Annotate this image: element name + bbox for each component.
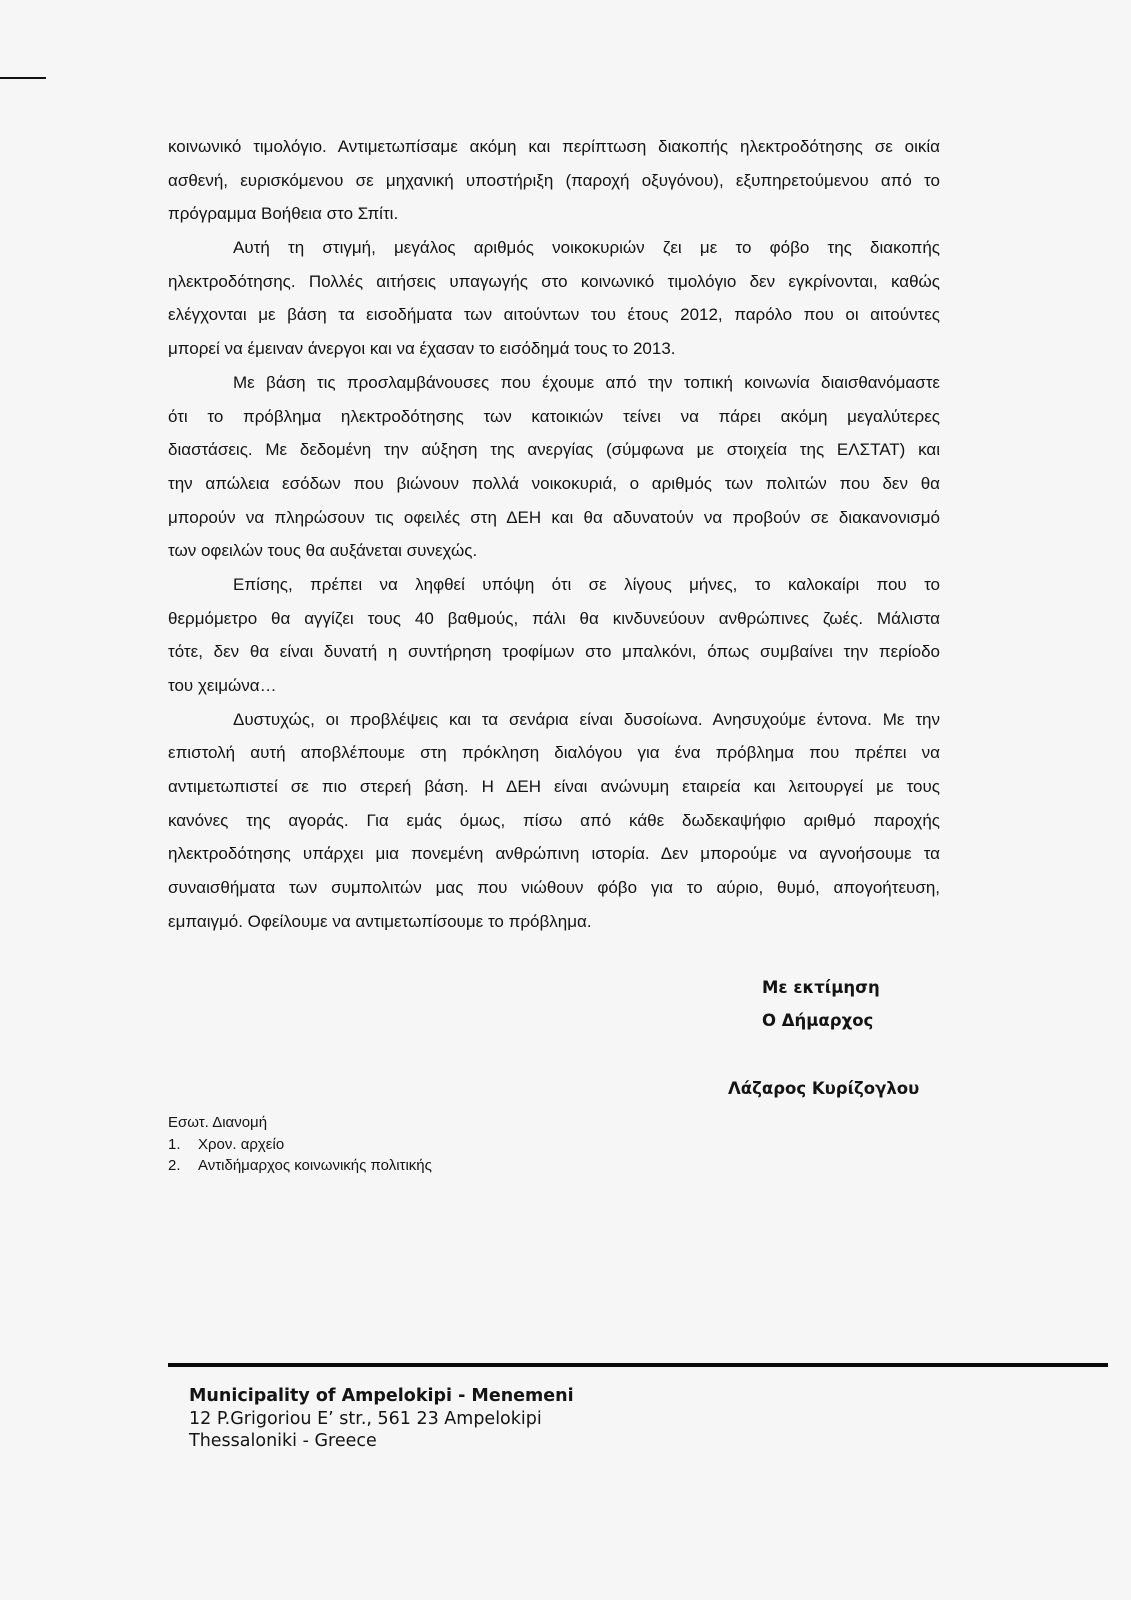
paragraph — [168, 366, 940, 568]
text-line: Αυτή τη στιγμή, μεγάλος αριθμός νοικοκυριών ζει με το φόβο της διακοπής — [233, 238, 940, 258]
text-line: μπορούν να πληρώσουν τις οφειλές στη ΔΕΗ και θα αδυνατούν να προβούν σε διακανονισμό — [168, 507, 940, 527]
footer-address-line1: 12 P.Grigoriou E’ str., 561 23 Ampelokipi — [189, 1408, 542, 1429]
paragraph — [168, 231, 940, 366]
text-line: κοινωνικό τιμολόγιο. Αντιμετωπίσαμε ακόμη και περίπτωση διακοπής ηλεκτροδότησης σε οικία — [168, 137, 940, 156]
paragraph — [168, 568, 940, 703]
text-line: ελέγχονται με βάση τα εισοδήματα των αιτούντων του έτους 2012, παρόλο που οι αιτούντες — [168, 305, 940, 325]
item-number: 1. — [168, 1135, 181, 1153]
distribution-heading: Εσωτ. Διανομή — [168, 1114, 268, 1131]
distribution-item — [168, 1155, 432, 1177]
signature-name: Λάζαρος Κυρίζογλου — [728, 1079, 920, 1098]
text-line: ασθενή, ευρισκόμενου σε μηχανική υποστήριξη (παροχή οξυγόνου), εξυπηρετούμενου από το — [168, 170, 940, 190]
text-line: θερμόμετρο θα αγγίζει τους 40 βαθμούς, πάλι θα κινδυνεύουν ανθρώπινες ζωές. Μάλιστα — [168, 608, 940, 628]
item-text: Αντιδήμαρχος κοινωνικής πολιτικής — [198, 1157, 432, 1174]
footer-organization: Municipality of Ampelokipi - Menemeni — [189, 1386, 574, 1406]
footer-address-line2: Thessaloniki - Greece — [189, 1431, 377, 1451]
text-line: μπορεί να έμειναν άνεργοι και να έχασαν το εισόδημά τους το 2013. — [168, 339, 676, 359]
internal-distribution — [168, 1112, 432, 1177]
text-line: τότε, δεν θα είναι δυνατή η συντήρηση τροφίμων στο μπαλκόνι, όπως συμβαίνει την περίοδο — [168, 642, 940, 662]
text-line: πρόγραμμα Βοήθεια στο Σπίτι. — [168, 204, 399, 224]
distribution-item — [168, 1134, 432, 1156]
page-edge-mark — [0, 77, 46, 79]
text-line: των οφειλών τους θα αυξάνεται συνεχώς. — [168, 541, 478, 561]
signature-closing: Με εκτίμηση — [762, 978, 880, 997]
text-line: την απώλεια εσόδων που βιώνουν πολλά νοικοκυριά, ο αριθμός των πολιτών που δεν θα — [168, 473, 940, 493]
text-line: Δυστυχώς, οι προβλέψεις και τα σενάρια είναι δυσοίωνα. Ανησυχούμε έντονα. Με την — [233, 709, 940, 729]
signature-title: Ο Δήμαρχος — [762, 1011, 874, 1030]
text-line: ηλεκτροδότησης υπάρχει μια πονεμένη ανθρώπινη ιστορία. Δεν μπορούμε να αγνοήσουμε τα — [168, 844, 940, 864]
item-number: 2. — [168, 1157, 181, 1174]
text-line: συναισθήματα των συμπολιτών μας που νιώθουν φόβο για το αύριο, θυμό, απογοήτευση, — [168, 878, 940, 898]
text-line: αντιμετωπιστεί σε πιο στερεή βάση. Η ΔΕΗ είναι ανώνυμη εταιρεία και λειτουργεί με τους — [168, 777, 940, 797]
text-line: ηλεκτροδότησης. Πολλές αιτήσεις υπαγωγής στο κοινωνικό τιμολόγιο δεν εγκρίνονται, καθώς — [168, 271, 940, 291]
text-line: κανόνες της αγοράς. Για εμάς όμως, πίσω από κάθε δωδεκαψήφιο αριθμό παροχής — [168, 810, 940, 830]
paragraph — [168, 703, 940, 939]
item-text: Χρον. αρχείο — [198, 1135, 285, 1153]
text-line: Επίσης, πρέπει να ληφθεί υπόψη ότι σε λίγους μήνες, το καλοκαίρι που το — [233, 574, 940, 594]
letter-body — [168, 130, 940, 939]
text-line: επιστολή αυτή αποβλέπουμε στη πρόκληση διαλόγου για ένα πρόβλημα που πρέπει να — [168, 743, 940, 763]
footer-divider — [168, 1363, 1108, 1367]
paragraph — [168, 130, 940, 231]
text-line: ότι το πρόβλημα ηλεκτροδότησης των κατοικιών τείνει να πάρει ακόμη μεγαλύτερες — [168, 406, 940, 426]
footer — [189, 1385, 574, 1453]
text-line: εμπαιγμό. Οφείλουμε να αντιμετωπίσουμε το πρόβλημα. — [168, 911, 592, 931]
text-line: διαστάσεις. Με δεδομένη την αύξηση της ανεργίας (σύμφωνα με στοιχεία της ΕΛΣΤΑΤ) και — [168, 440, 940, 460]
text-line: Με βάση τις προσλαμβάνουσες που έχουμε από την τοπική κοινωνία διαισθανόμαστε — [233, 372, 940, 392]
text-line: του χειμώνα… — [168, 676, 277, 695]
